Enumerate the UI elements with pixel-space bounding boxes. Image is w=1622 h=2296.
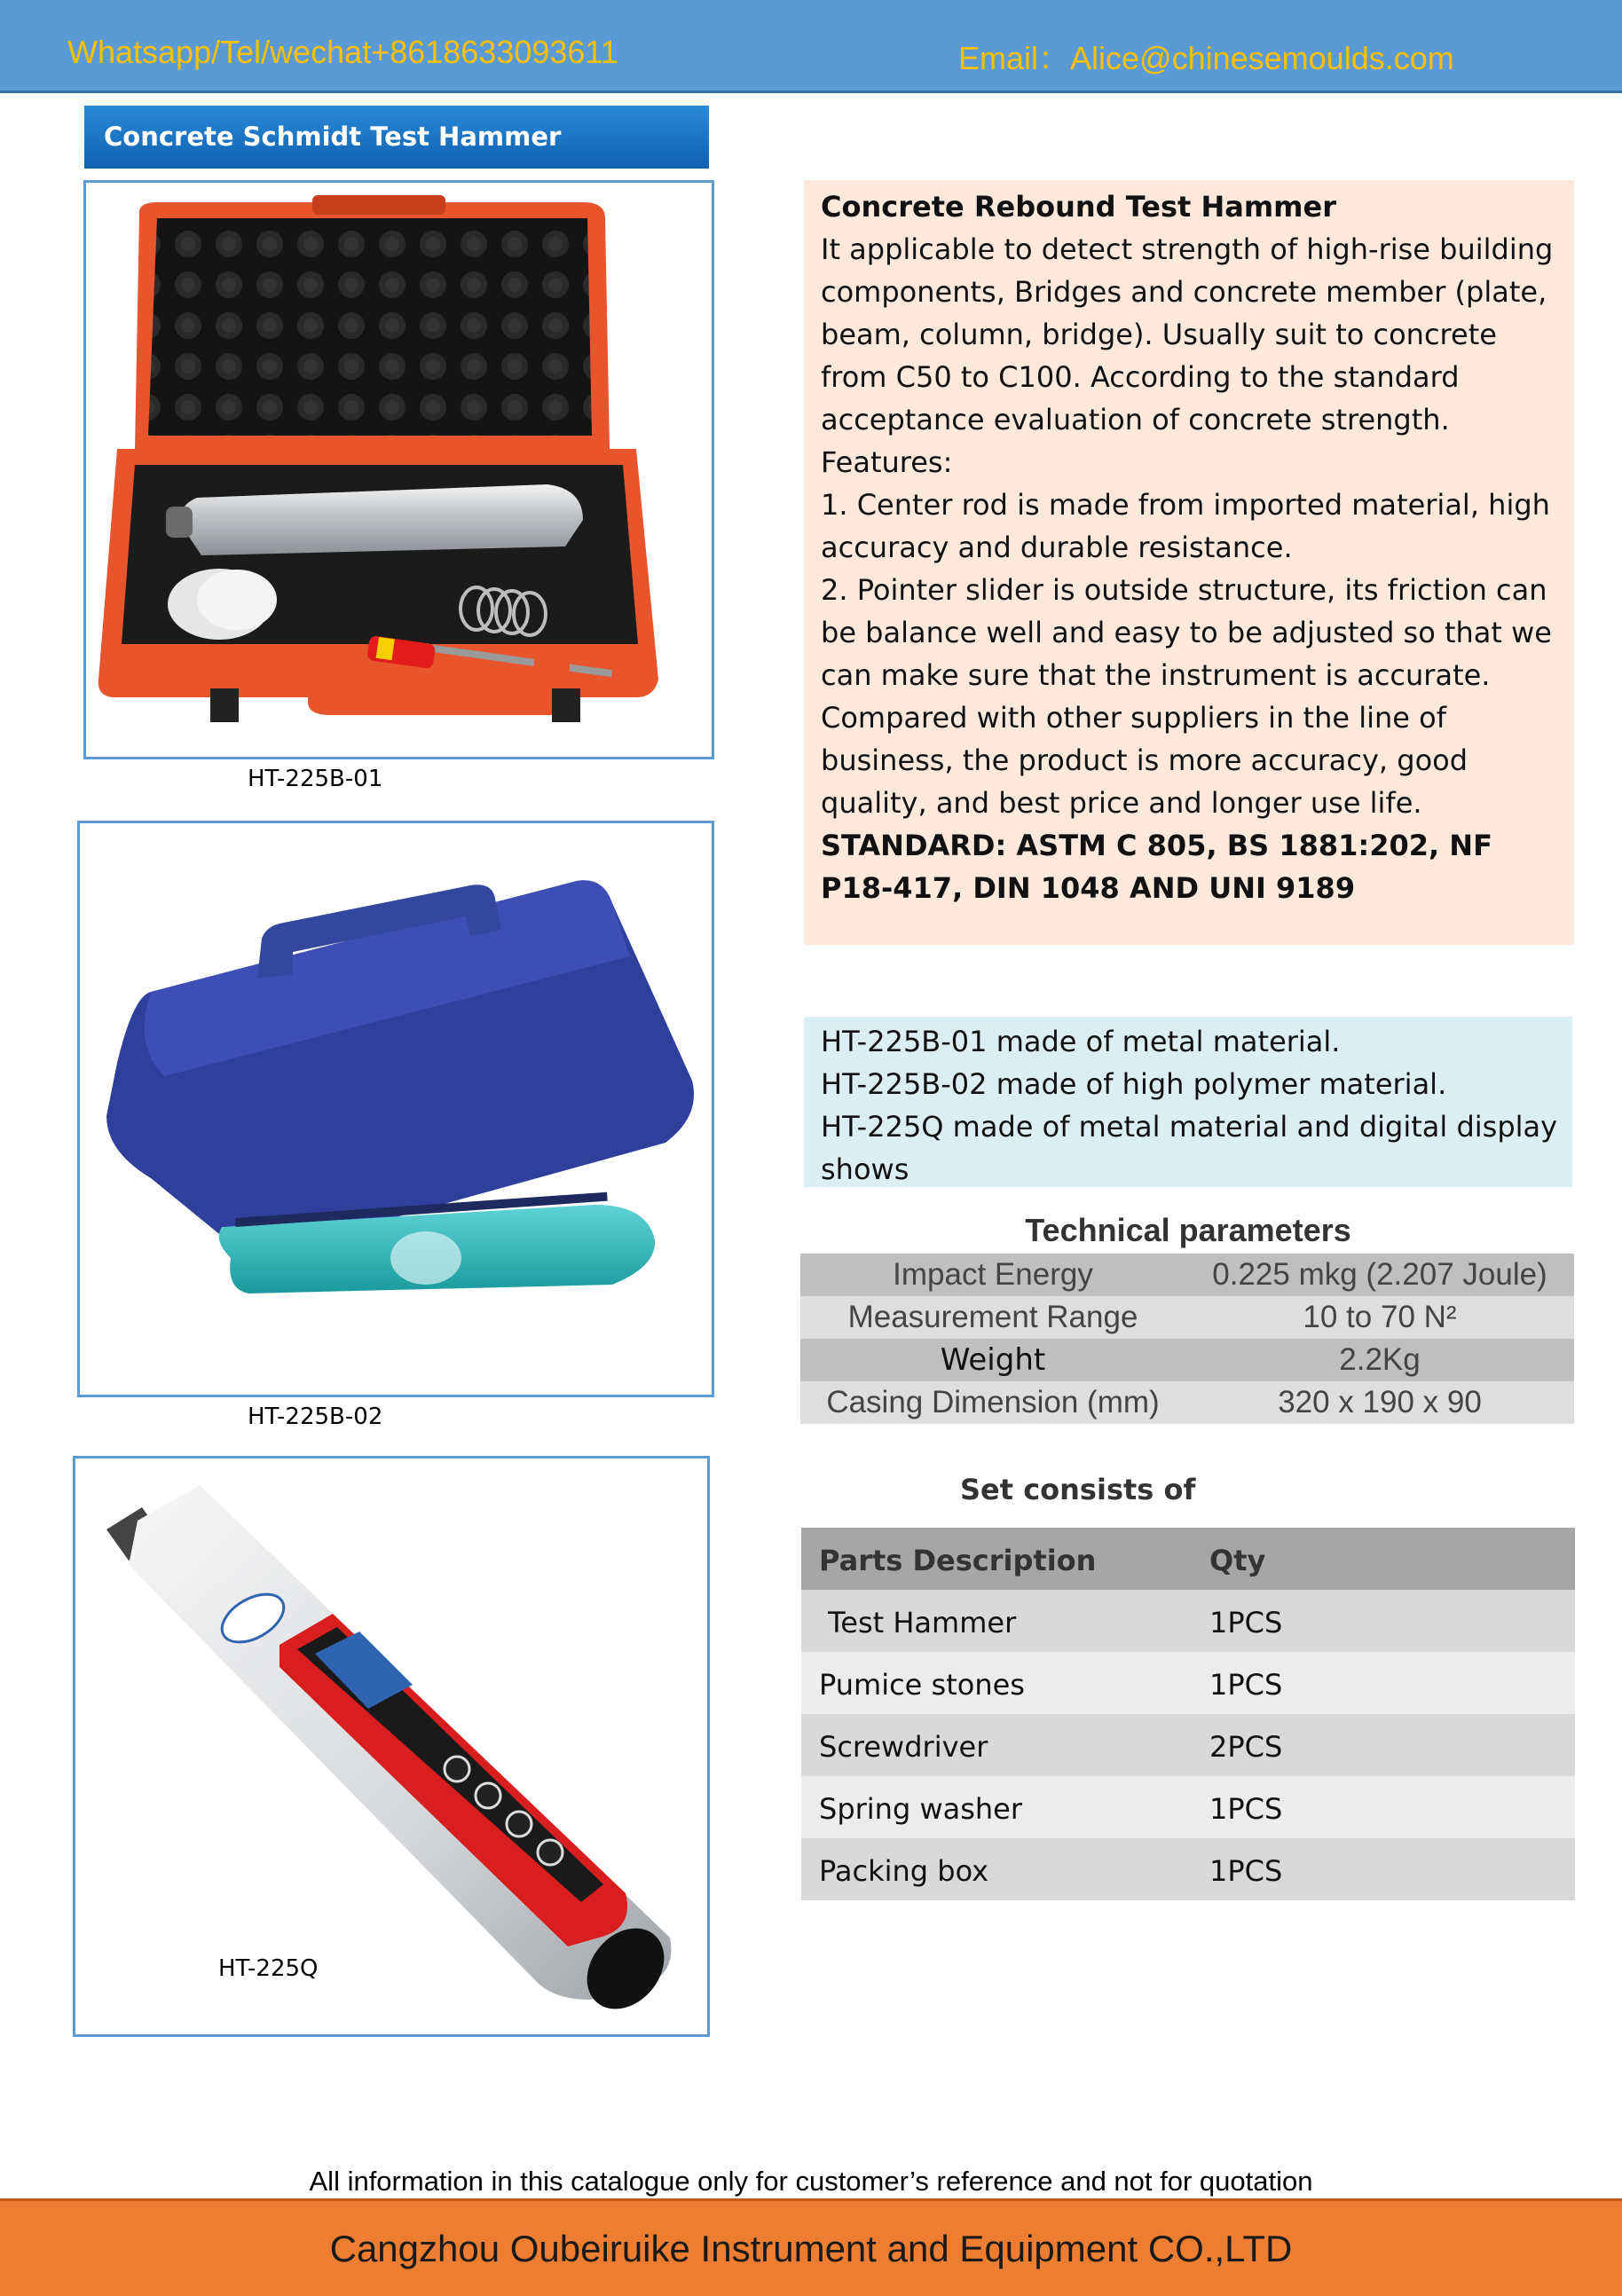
table-row <box>801 1714 1575 1776</box>
part-name: Test Hammer <box>819 1606 1017 1639</box>
param-value: 320 x 190 x 90 <box>1278 1385 1482 1419</box>
description-title: Concrete Rebound Test Hammer <box>821 190 1336 224</box>
part-qty: 2PCS <box>1209 1730 1283 1764</box>
technical-parameters-title: Technical parameters <box>1025 1212 1351 1248</box>
set-contents-title: Set consists of <box>960 1473 1196 1506</box>
part-qty: 1PCS <box>1209 1792 1283 1826</box>
section-title: Concrete Schmidt Test Hammer <box>104 122 562 152</box>
product-image-ht-225b-02 <box>77 821 714 1397</box>
product-caption: HT-225B-01 <box>248 766 383 792</box>
hammer-orange-case-illustration <box>86 183 712 757</box>
param-name: Casing Dimension (mm) <box>826 1385 1160 1419</box>
company-name: Cangzhou Oubeiruike Instrument and Equipment CO.,LTD <box>329 2228 1293 2269</box>
product-caption: HT-225B-02 <box>248 1404 383 1430</box>
model-note: HT-225B-02 made of high polymer material. <box>821 1067 1447 1101</box>
contact-phone[interactable]: Whatsapp/Tel/wechat+8618633093611 <box>67 34 618 70</box>
product-caption: HT-225Q <box>218 1955 319 1982</box>
param-value: 2.2Kg <box>1339 1342 1421 1377</box>
product-image-ht-225b-01 <box>83 180 714 759</box>
section-banner <box>84 106 709 169</box>
part-name: Spring washer <box>819 1792 1023 1826</box>
param-name: Impact Energy <box>893 1257 1093 1292</box>
feature-item: 2. Pointer slider is outside structure, its friction can be balance well and easy to be adjusted so that we can make sure that the instrument is accurate. Compared with other suppliers in the line of business, the product is more accuracy, good quality, and best price and longer use life. <box>821 573 1552 820</box>
part-name: Screwdriver <box>819 1730 988 1764</box>
part-qty: 1PCS <box>1209 1668 1283 1702</box>
part-qty: 1PCS <box>1209 1854 1283 1888</box>
param-name: Measurement Range <box>847 1300 1138 1334</box>
digital-hammer-illustration <box>75 1459 707 2034</box>
table-row <box>801 1652 1575 1714</box>
part-name: Packing box <box>819 1854 989 1888</box>
column-header-qty: Qty <box>1209 1544 1266 1577</box>
param-value: 10 to 70 N² <box>1303 1300 1457 1334</box>
table-row <box>801 1838 1575 1900</box>
table-row <box>800 1339 1574 1381</box>
disclaimer: All information in this catalogue only for customer’s reference and not for quotation <box>309 2166 1313 2197</box>
contact-email[interactable]: Email：Alice@chinesemoulds.com <box>958 40 1454 76</box>
features-label: Features: <box>821 445 953 479</box>
technical-parameters-table <box>800 1254 1574 1424</box>
column-header-part: Parts Description <box>819 1544 1097 1577</box>
models-info <box>804 1017 1572 1187</box>
set-contents-table <box>801 1528 1575 1900</box>
param-value: 0.225 mkg (2.207 Joule) <box>1212 1257 1547 1292</box>
product-image-ht-225q <box>73 1456 710 2037</box>
part-qty: 1PCS <box>1209 1606 1283 1639</box>
description-intro: It applicable to detect strength of high-rise building components, Bridges and concrete member (plate, beam, column, bridge). Usually suit to concrete from C50 to C100. According to the standard acceptance evaluation of concrete strength. <box>821 232 1554 436</box>
hammer-blue-case-illustration <box>80 823 712 1395</box>
page-footer <box>0 2198 1622 2296</box>
table-row <box>800 1381 1574 1424</box>
standards-text: STANDARD: ASTM C 805, BS 1881:202, NF P18-417, DIN 1048 AND UNI 9189 <box>821 829 1492 905</box>
table-row <box>801 1590 1575 1652</box>
table-row <box>800 1254 1574 1296</box>
table-row <box>800 1296 1574 1339</box>
part-name: Pumice stones <box>819 1668 1025 1702</box>
table-header-row <box>801 1528 1575 1590</box>
page-header <box>0 0 1622 93</box>
param-name: Weight <box>940 1342 1046 1378</box>
model-note: HT-225Q made of metal material and digital display shows <box>821 1110 1558 1186</box>
product-description <box>804 180 1574 945</box>
feature-item: 1. Center rod is made from imported material, high accuracy and durable resistance. <box>821 488 1550 564</box>
table-row <box>801 1776 1575 1838</box>
model-note: HT-225B-01 made of metal material. <box>821 1025 1341 1058</box>
